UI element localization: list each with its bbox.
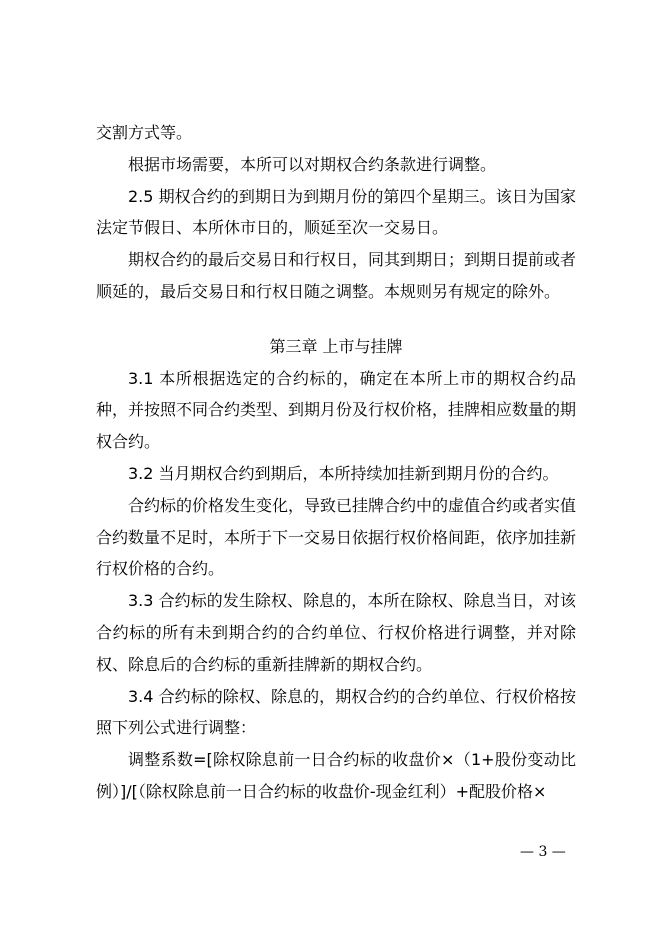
formula-paragraph: 调整系数=[除权除息前一日合约标的收盘价×（1+股份变动比例）]/[（除权除息前一日合约标的收盘价-现金红利）+配股价格× (96, 750, 576, 801)
chapter-title: 第三章 上市与挂牌 (269, 336, 403, 356)
paragraph-article-3-1: 3.1 本所根据选定的合约标的，确定在本所上市的期权合约品种，并按照不同合约类型、到期月份及行权价格，挂牌相应数量的期权合约。 (96, 368, 577, 452)
paragraph: 期权合约的最后交易日和行权日，同其到期日；到期日提前或者顺延的，最后交易日和行权日随之调整。本规则另有规定的除外。 (96, 250, 577, 301)
paragraph-article-2-5: 2.5 期权合约的到期日为到期月份的第四个星期三。该日为国家法定节假日、本所休市日的，顺延至次一交易日。 (96, 186, 576, 238)
paragraph-continuation: 交割方式等。 (96, 123, 193, 142)
page-number: — 3 — (520, 844, 566, 860)
paragraph-article-3-2: 3.2 当月期权合约到期后，本所持续加挂新到期月份的合约。 (128, 463, 559, 483)
document-body (96, 117, 576, 808)
paragraph: 根据市场需要，本所可以对期权合约条款进行调整。 (128, 154, 497, 174)
paragraph: 合约标的价格发生变化，导致已挂牌合约中的虚值合约或者实值合约数量不足时，本所于下一交易日依据行权价格间距，依序加挂新行权价格的合约。 (96, 495, 577, 579)
paragraph-article-3-4: 3.4 合约标的除权、除息的，期权合约的合约单位、行权价格按照下列公式进行调整： (96, 686, 576, 738)
paragraph-article-3-3: 3.3 合约标的发生除权、除息的，本所在除权、除息当日，对该合约标的所有未到期合约的合约单位、行权价格进行调整，并对除权、除息后的合约标的重新挂牌新的期权合约。 (96, 591, 576, 674)
